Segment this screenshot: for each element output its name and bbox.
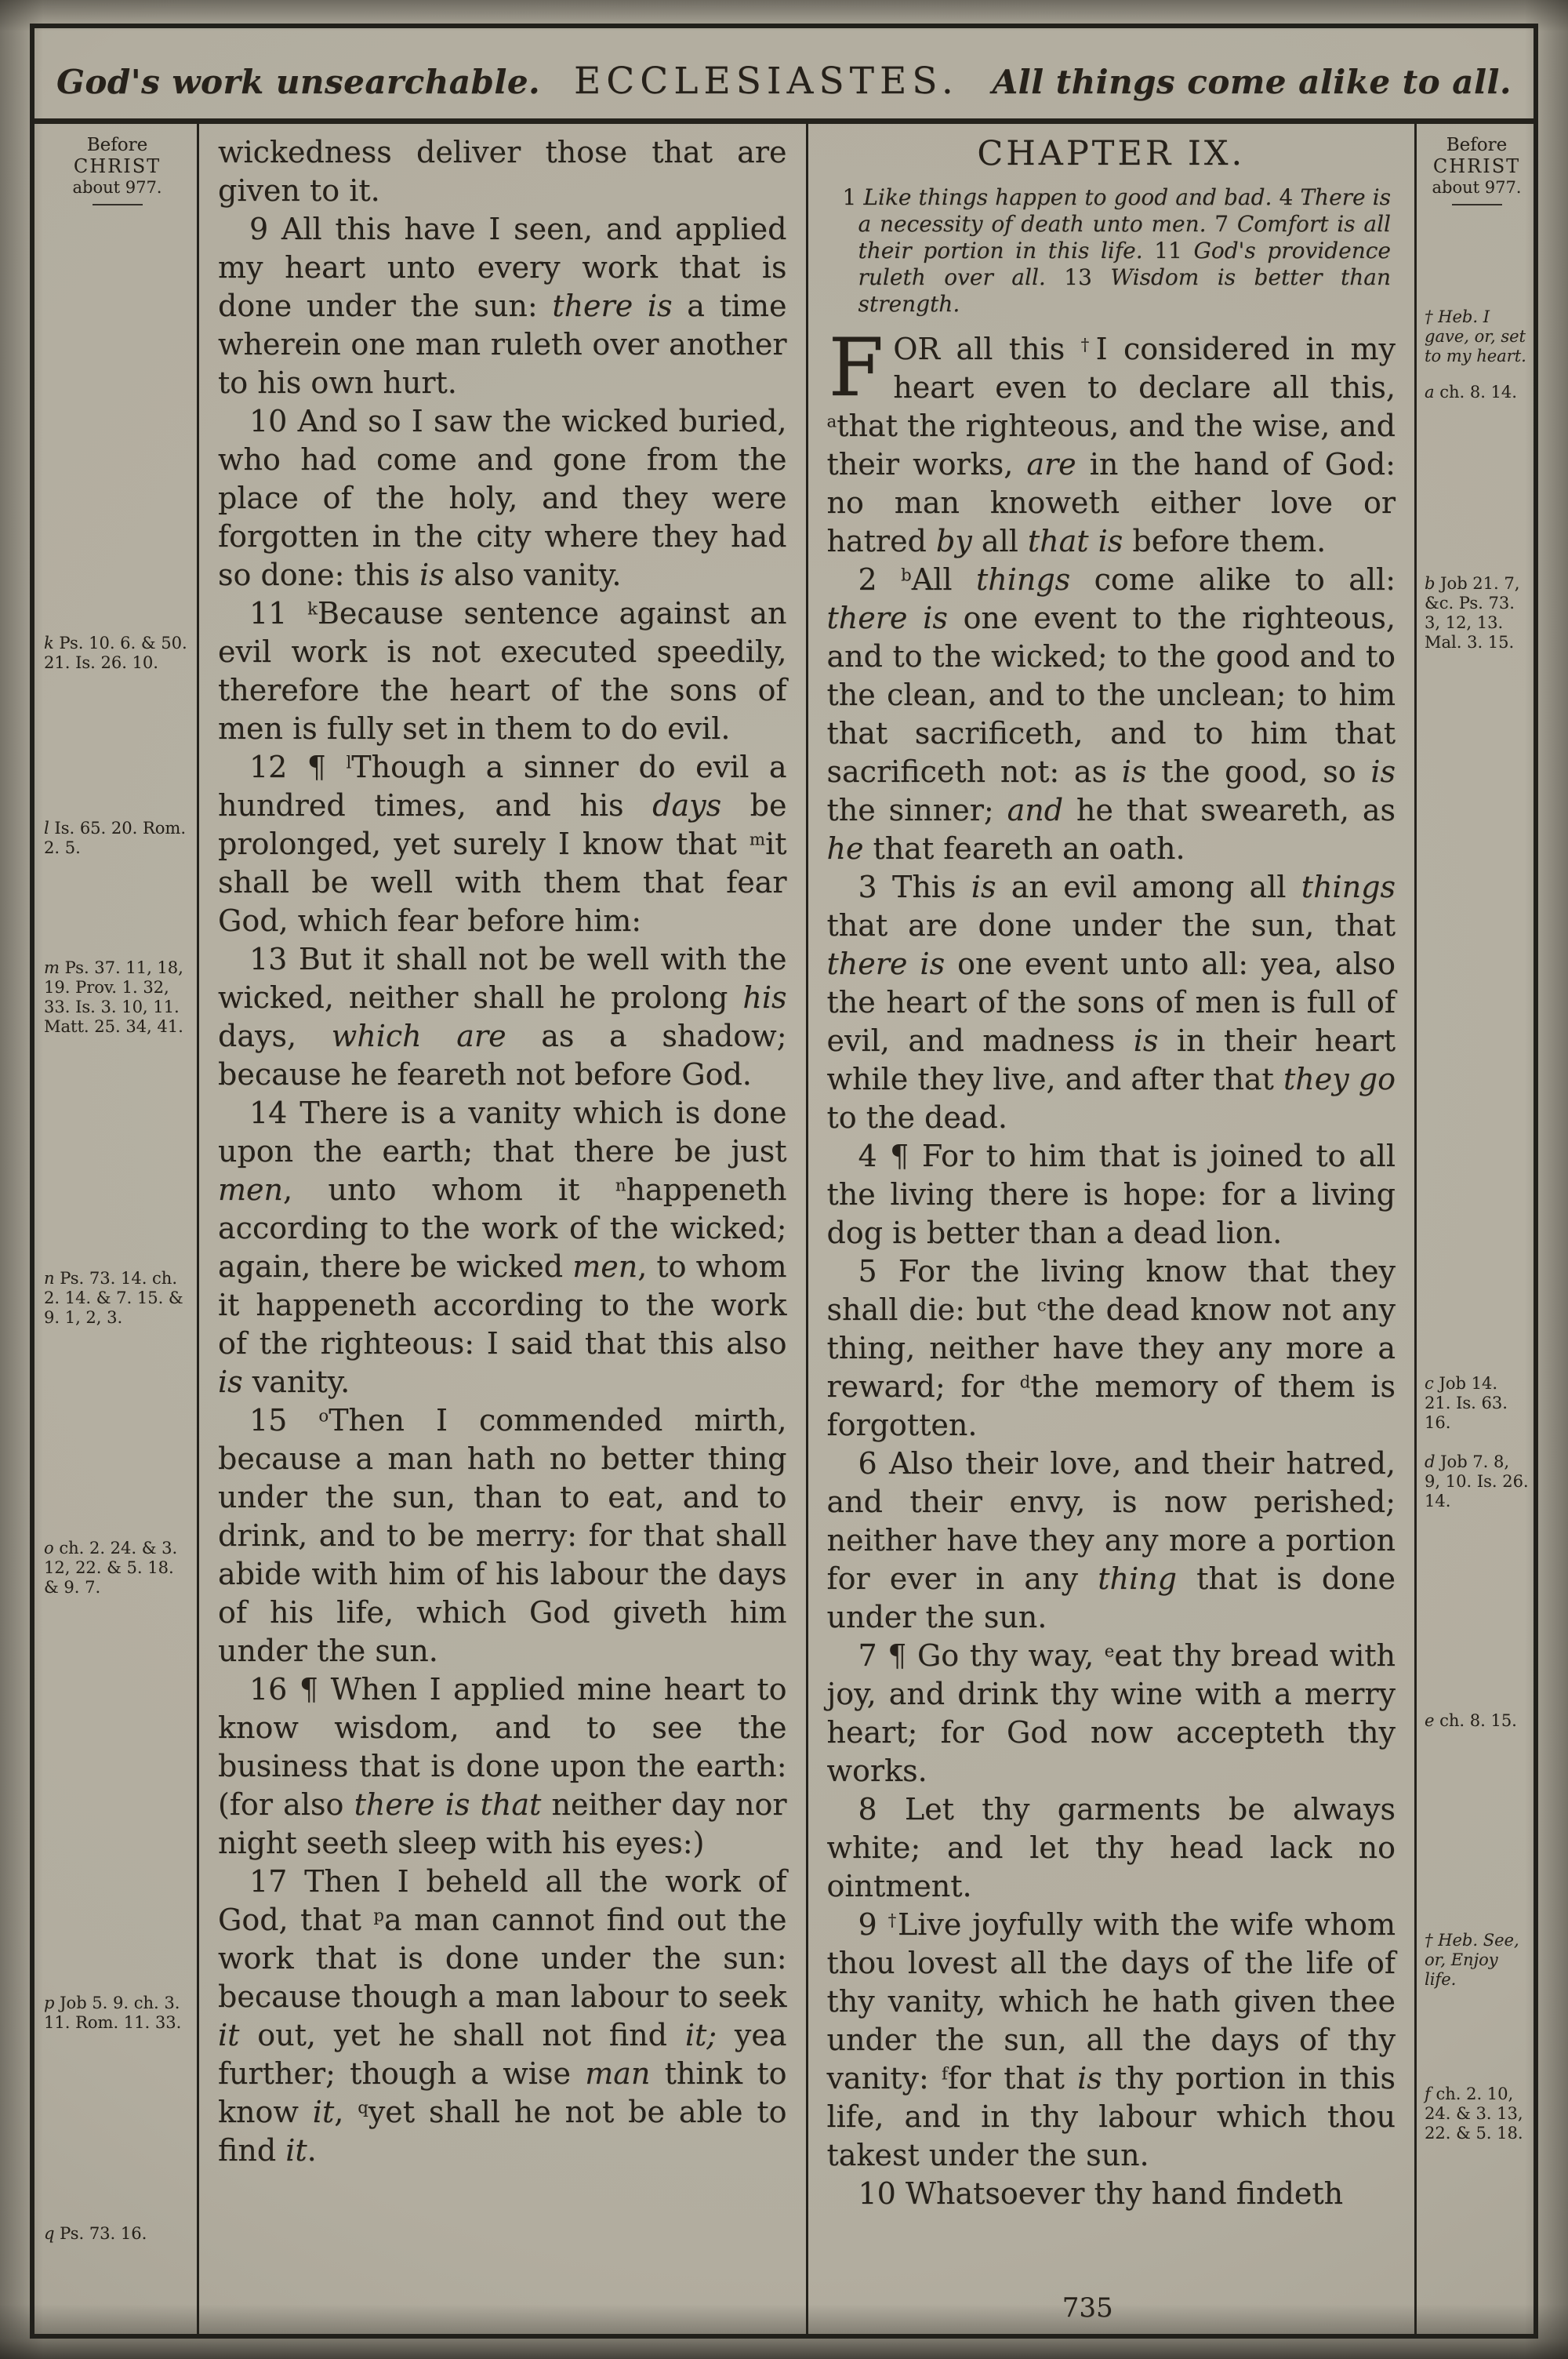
verse-paragraph: 5 For the living know that they shall die: but $^c$the dead know not any thing, neither have they any more a reward; for $^d$the memory of them is forgotten. <box>826 1254 1396 1442</box>
verse-paragraph: 4 ¶ For to him that is joined to all the living there is hope: for a living dog is better than a dead lion. <box>826 1139 1396 1250</box>
verse-paragraph: 7 ¶ Go thy way, $^e$eat thy bread with joy, and drink thy wine with a merry heart; for God now accepteth thy works. <box>826 1638 1396 1788</box>
margin-note: c Job 14. 21. Is. 63. 16. <box>1425 1374 1508 1432</box>
columns-container <box>34 124 1534 2334</box>
running-head-left: God's work unsearchable. <box>56 63 541 101</box>
header-rule <box>34 118 1534 124</box>
drop-cap: F <box>828 322 884 415</box>
margin-note: f ch. 2. 10, 24. & 3. 13, 22. & 5. 18. <box>1425 2085 1523 2143</box>
bc-line3: about 977. <box>1432 178 1522 197</box>
margin-note: l Is. 65. 20. Rom. 2. 5. <box>44 819 187 857</box>
verse-paragraph: 13 But it shall not be well with the wicked, neither shall he prolong his days, which are as a shadow; because he feareth not before God. <box>218 942 787 1092</box>
margin-note: p Job 5. 9. ch. 3. 11. Rom. 11. 33. <box>44 1994 182 2032</box>
page-header <box>34 28 1534 118</box>
margin-note: k Ps. 10. 6. & 50. 21. Is. 26. 10. <box>44 634 187 672</box>
left-text-column <box>199 124 808 2334</box>
before-christ-heading-left <box>44 135 191 205</box>
book-title: ECCLESIASTES. <box>573 60 959 103</box>
heading-rule <box>1452 204 1502 205</box>
margin-note: † Heb. I gave, or, set to my heart. <box>1425 307 1526 365</box>
heading-rule <box>93 204 143 205</box>
margin-note: d Job 7. 8, 9, 10. Is. 26. 14. <box>1425 1452 1529 1510</box>
chapter-summary: 1 Like things happen to good and bad. 4 There is a necessity of death unto men. 7 Comfort is all their portion in this life. 11 God's providence ruleth over all. 13 Wisdom is better than strength. <box>842 184 1391 317</box>
margin-note: a ch. 8. 14. <box>1425 383 1517 402</box>
margin-note: q Ps. 73. 16. <box>44 2224 147 2243</box>
chapter-heading: CHAPTER IX. <box>977 134 1246 173</box>
margin-note: m Ps. 37. 11, 18, 19. Prov. 1. 32, 33. Is. 3. 10, 11. Matt. 25. 34, 41. <box>44 958 183 1036</box>
verse-paragraph: 9 All this have I seen, and applied my heart unto every work that is done under the sun: there is a time wherein one man ruleth over another to his own hurt. <box>218 212 787 400</box>
verse-paragraph: 8 Let thy garments be always white; and let thy head lack no ointment. <box>826 1792 1396 1903</box>
margin-note: e ch. 8. 15. <box>1425 1711 1517 1730</box>
margin-note: o ch. 2. 24. & 3. 12, 22. & 5. 18. & 9. 7. <box>44 1539 178 1597</box>
verse-paragraph: wickedness deliver those that are given to it. <box>218 135 787 208</box>
margin-note: b Job 21. 7, &c. Ps. 73. 3, 12, 13. Mal. 3. 15. <box>1425 574 1520 652</box>
before-christ-heading-right <box>1425 135 1529 205</box>
verse-paragraph: 11 $^k$Because sentence against an evil work is not executed speedily, therefore the heart of the sons of men is fully set in them to do evil. <box>218 596 787 746</box>
verse-paragraph: 3 This is an evil among all things that are done under the sun, that there is one event unto all: yea, also the heart of the sons of men is full of evil, and madness is in their heart while they live, and after that they go to the dead. <box>826 870 1396 1135</box>
verse-paragraph: 9 †Live joyfully with the wife whom thou lovest all the days of the life of thy vanity, which he hath given thee under the sun, all the days of thy vanity: $^f$for that is thy portion in this life, and in thy labour which thou takest under the sun. <box>826 1907 1396 2172</box>
bc-line1: Before <box>1446 135 1508 155</box>
bc-line1: Before <box>86 135 148 155</box>
verse-paragraph: 10 Whatsoever thy hand findeth <box>858 2176 1344 2211</box>
right-text-column <box>808 124 1415 2334</box>
verse-paragraph: 14 There is a vanity which is done upon the earth; that there be just men, unto whom it $^n$happeneth according to the work of the wicked; again, there be wicked men, to whom it happeneth according to the work of the righteous: I said that this also is vanity. <box>218 1096 787 1399</box>
verse-paragraph: 6 Also their love, and their hatred, and their envy, is now perished; neither have they any more a portion for ever in any thing that is done under the sun. <box>826 1446 1396 1634</box>
first-verse-text: OR all this †I considered in my heart even to declare all this, $^a$that the righteous, and the wise, and their works, are in the hand of God: no man knoweth either love or hatred by all that is before them. <box>826 332 1396 558</box>
page-number: 735 <box>1062 2292 1113 2324</box>
margin-note: n Ps. 73. 14. ch. 2. 14. & 7. 15. & 9. 1, 2, 3. <box>44 1269 183 1327</box>
bc-line2: CHRIST <box>73 155 162 177</box>
right-margin-notes-column <box>1414 124 1534 2334</box>
verse-paragraph: 16 ¶ When I applied mine heart to know wisdom, and to see the business that is done upon the earth: (for also there is that neither day nor night seeth sleep with his eyes:) <box>218 1672 787 1860</box>
verse-paragraph: 2 $^b$All things come alike to all: there is one event to the righteous, and to the wicked; to the good and to the clean, and to the unclean; to him that sacrificeth, and to him that sacrificeth not: as is the good, so is the sinner; and he that sweareth, as he that feareth an oath. <box>826 562 1396 866</box>
bc-line3: about 977. <box>72 178 162 197</box>
left-column-paragraphs <box>218 133 787 2170</box>
bc-line2: CHRIST <box>1432 155 1521 177</box>
right-column-paragraphs <box>827 561 1396 2213</box>
running-head-right: All things come alike to all. <box>992 63 1512 101</box>
left-margin-notes-column <box>34 124 199 2334</box>
first-verse-paragraph <box>826 322 1396 561</box>
verse-paragraph: 10 And so I saw the wicked buried, who had come and gone from the place of the holy, and they were forgotten in the city where they had so done: this is also vanity. <box>218 404 787 592</box>
verse-paragraph: 12 ¶ $^l$Though a sinner do evil a hundred times, and his days be prolonged, yet surely I know that $^m$it shall be well with them that fear God, which fear before him: <box>218 750 787 938</box>
page-frame <box>30 24 1538 2339</box>
verse-paragraph: 17 Then I beheld all the work of God, that $^p$a man cannot find out the work that is done under the sun: because though a man labour to seek it out, yet he shall not find it; yea further; though a wise man think to know it, $^q$yet shall he not be able to find it. <box>218 1864 787 2168</box>
margin-note: † Heb. See, or, Enjoy life. <box>1425 1931 1519 1989</box>
verse-paragraph: 15 $^o$Then I commended mirth, because a man hath no better thing under the sun, than to eat, and to drink, and to be merry: for that shall abide with him of his labour the days of his life, which God giveth him under the sun. <box>218 1403 787 1668</box>
